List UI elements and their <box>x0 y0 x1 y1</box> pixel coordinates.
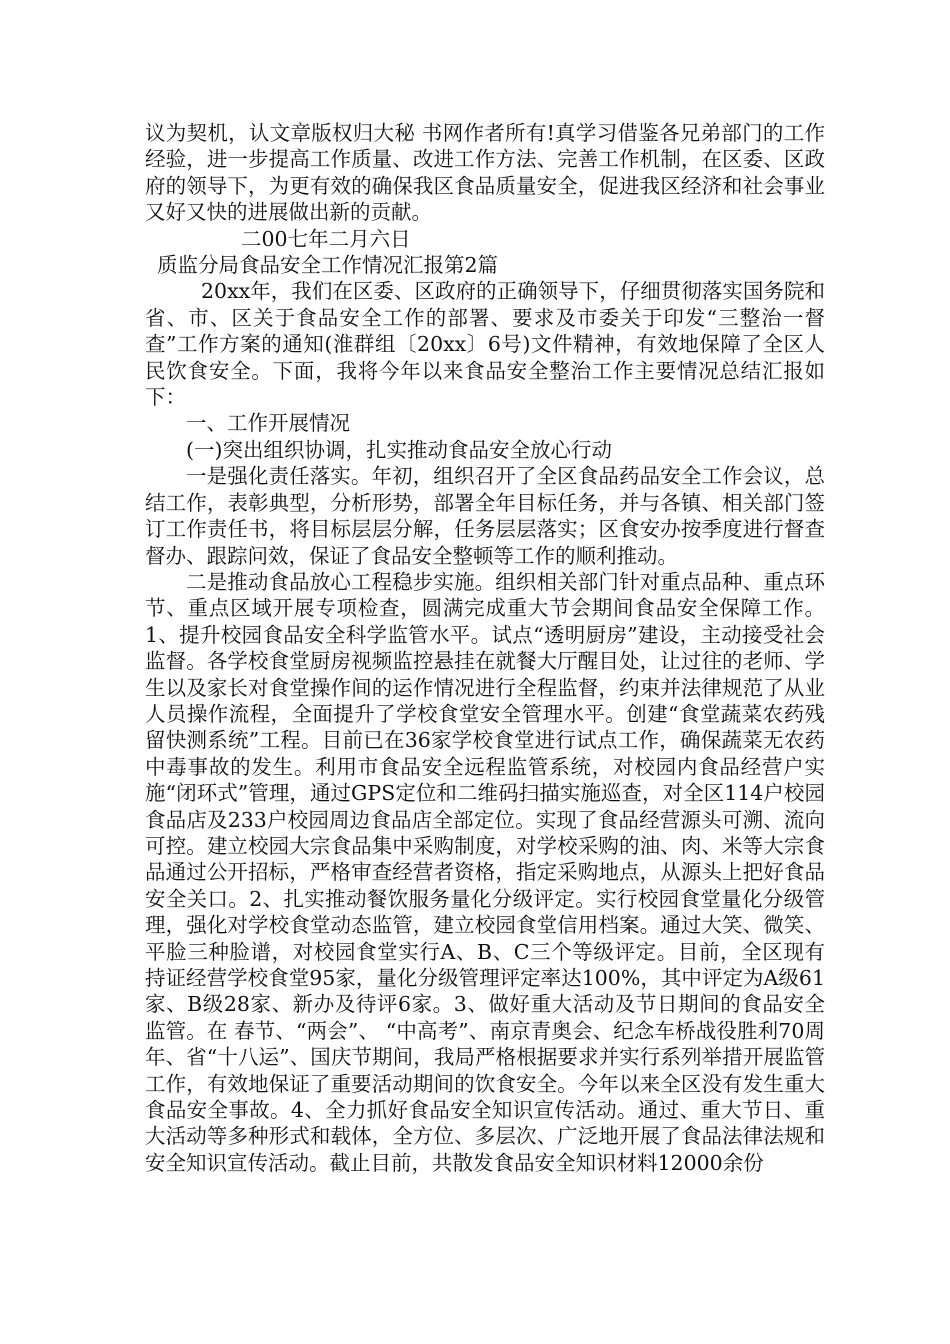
opening-paragraph: 20xx年，我们在区委、区政府的正确领导下，仔细贯彻落实国务院和省、市、区关于食品安全工作的部署、要求及市委关于印发“三整治一督查”工作方案的通知(淮群组〔20xx〕6号)文件精神，有效地保障了全区人民饮食安全。下面，我将今年以来食品安全整治工作主要情况总结汇报如下： <box>145 279 825 410</box>
document-body <box>145 120 825 1176</box>
document-date: 二00七年二月六日 <box>241 226 411 251</box>
paragraph-food-project: 二是推动食品放心工程稳步实施。组织相关部门针对重点品种、重点环节、重点区域开展专项检查，圆满完成重大节会期间食品安全保障工作。1、提升校园食品安全科学监管水平。试点“透明厨房”建设，主动接受社会监督。各学校食堂厨房视频监控悬挂在就餐大厅醒目处，让过往的老师、学生以及家长对食堂操作间的运作情况进行全程监督，约束并法律规范了从业人员操作流程，全面提升了学校食堂安全管理水平。创建“食堂蔬菜农药残留快测系统”工程。目前已在36家学校食堂进行试点工作，确保蔬菜无农药中毒事故的发生。利用市食品安全远程监管系统，对校园内食品经营户实施“闭环式”管理，通过GPS定位和二维码扫描实施巡查，对全区114户校园食品店及233户校园周边食品店全部定位。实现了食品经营源头可溯、流向可控。建立校园大宗食品集中采购制度，对学校采购的油、肉、米等大宗食品通过公开招标，严格审查经营者资格，指定采购地点，从源头上把好食品安全关口。2、扎实推动餐饮服务量化分级评定。实行校园食堂量化分级管理，强化对学校食堂动态监管，建立校园食堂信用档案。通过大笑、微笑、平脸三种脸谱，对校园食堂实行A、B、C三个等级评定。目前，全区现有持证经营学校食堂95家，量化分级管理评定率达100%，其中评定为A级61家、B级28家、新办及待评6家。3、做好重大活动及节日期间的食品安全监管。在 春节、“两会”、 “中高考”、南京青奥会、纪念车桥战役胜利70周年、省“十八运”、国庆节期间，我局严格根据要求并实行系列举措开展监管工作，有效地保证了重要活动期间的饮食安全。今年以来全区没有发生重大食品安全事故。4、全力抓好食品安全知识宣传活动。通过、重大节日、重大活动等多种形式和载体，全方位、多层次、广泛地开展了食品法律法规和安全知识宣传活动。截止目前，共散发食品安全知识材料12000余份 <box>145 569 825 1175</box>
heading-work-progress: 一、工作开展情况 <box>186 411 350 436</box>
intro-paragraph-tail: 议为契机，认文章版权归大秘 书网作者所有!真学习借鉴各兄弟部门的工作经验，进一步提高工作质量、改进工作方法、完善工作机制，在区委、区政府的领导下，为更有效的确保我区食品质量安全，促进我区经济和社会事业又好又快的进展做出新的贡献。 <box>145 121 825 225</box>
subheading-coordination: (一)突出组织协调，扎实推动食品安全放心行动 <box>186 437 612 462</box>
section-title: 质监分局食品安全工作情况汇报第2篇 <box>157 253 499 278</box>
paragraph-responsibility: 一是强化责任落实。年初，组织召开了全区食品药品安全工作会议，总结工作，表彰典型，分析形势，部署全年目标任务，并与各镇、相关部门签订工作责任书，将目标层层分解，任务层层落实；区食安办按季度进行督查督办、跟踪问效，保证了食品安全整顿等工作的顺利推动。 <box>145 464 825 568</box>
